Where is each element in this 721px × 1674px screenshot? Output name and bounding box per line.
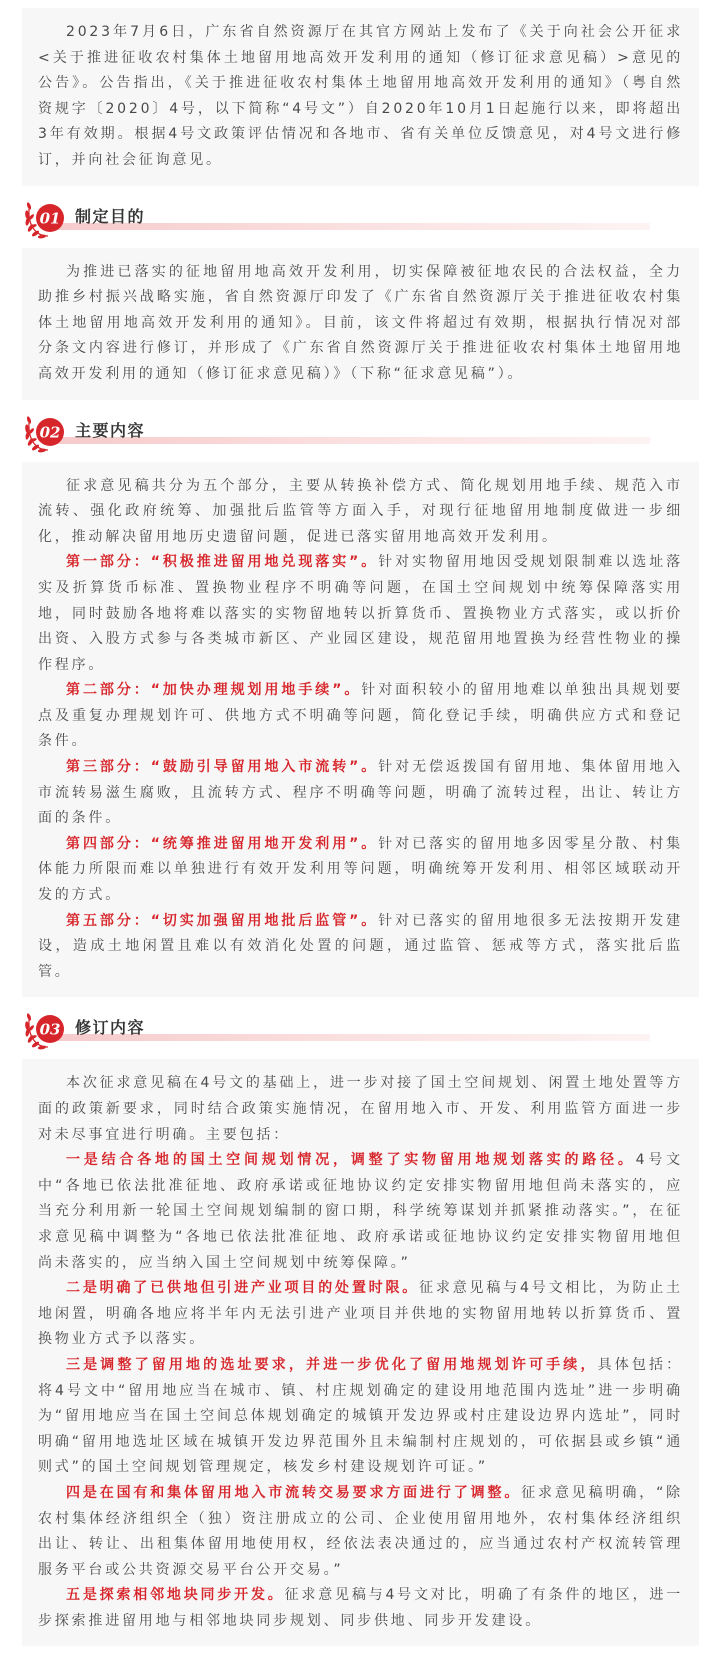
section-02-box [22,462,699,998]
intro-paragraph: 2023年7月6日，广东省自然资源厅在其官方网站上发布了《关于向社会公开征求<关于推进征收农村集体土地留用地高效开发利用的通知（修订征求意见稿）>意见的公告》。公告指出，《关于推进征收农村集体土地留用地高效开发利用的通知》（粤自然资规字〔2020〕4号，以下简称“4号文”）自2020年10月1日起施行以来，即将超出3年有效期。根据4号文政策评估情况和各地市、省有关单位反馈意见，对4号文进行修订，并向社会征询意见。 [38,24,683,168]
section-header-03 [22,997,699,1059]
paragraph-body: 4号文中“各地已依法批准征地、政府承诺或征地协议约定安排实物留用地但尚未落实的，应当充分利用新一轮国土空间规划编制的窗口期，科学统筹谋划并抓紧推动落实。”，在征求意见稿中调整为“各地已依法批准征地、政府承诺或征地协议约定安排实物留用地但尚未落实的，应当纳入国土空间规划中统筹保障。” [38,1152,683,1271]
paragraph: 为推进已落实的征地留用地高效开发利用，切实保障被征地农民的合法权益，全力助推乡村振兴战略实施，省自然资源厅印发了《广东省自然资源厅关于推进征收农村集体土地留用地高效开发利用的通知》。目前，该文件将超过有效期，根据执行情况对部分条文内容进行修订，并形成了《广东省自然资源厅关于推进征收农村集体土地留用地高效开发利用的通知（修订征求意见稿）》（下称“征求意见稿”）。 [38,263,683,382]
paragraph [38,1276,683,1353]
paragraph-body: 针对面积较小的留用地难以单独出具规划要点及重复办理规划许可、供地方式不明确等问题，简化登记手续，明确供应方式和登记条件。 [38,682,683,750]
paragraph [38,678,683,755]
paragraph-lead: 一是结合各地的国土空间规划情况，调整了实物留用地规划落实的路径。 [66,1152,636,1169]
paragraph-lead: 第一部分：“积极推进留用地兑现落实”。 [66,554,379,571]
paragraph-lead: 第五部分：“切实加强留用地批后监管”。 [66,912,379,929]
paragraph-body: 征求意见稿与4号文对比，明确了有条件的地区，进一步探索推进留用地与相邻地块同步规划、同步供地、同步开发建设。 [38,1587,683,1629]
paragraph: 征求意见稿共分为五个部分，主要从转换补偿方式、简化规划用地手续、规范入市流转、强化政府统筹、加强批后监管等方面入手，对现行征地留用地制度做进一步细化，推动解决留用地历史遗留问题，促进已落实留用地高效开发利用。 [38,477,683,545]
paragraph-lead: 第三部分：“鼓励引导留用地入市流转”。 [66,759,379,776]
paragraph [38,909,683,986]
section-number: 03 [39,1020,61,1039]
paragraph [38,1353,683,1481]
paragraph-body: 征求意见稿明确，“除农村集体经济组织全（独）资注册成立的公司、企业使用留用地外，农村集体经济组织出让、转让、出租集体留用地使用权，经依法表决通过的，应当通过农村产权流转管理服务平台或公共资源交易平台公开交易。” [38,1484,683,1578]
paragraph [38,1481,683,1583]
section-title: 主要内容 [75,420,146,440]
paragraph-body: 针对实物留用地因受规划限制难以选址落实及折算货币标准、置换物业程序不明确等问题，在国土空间规划中统筹保障落实用地，同时鼓励各地将难以落实的实物留地转以折算货币、置换物业方式落实，或以折价出资、入股方式参与各类城市新区、产业园区建设，规范留用地置换为经营性物业的操作程序。 [38,554,683,673]
paragraph [38,755,683,832]
section-title: 修订内容 [75,1018,146,1038]
paragraph-body: 征求意见稿与4号文相比，为防止土地闲置，明确各地应将半年内无法引进产业项目并供地的实物留用地转以折算货币、置换物业方式予以落实。 [38,1280,683,1348]
paragraph-body: 针对无偿返拨国有留用地、集体留用地入市流转易滋生腐败，且流转方式、程序不明确等问题，明确了流转过程，出让、转让方面的条件。 [38,759,683,827]
intro-box [22,8,699,186]
paragraph: 本次征求意见稿在4号文的基础上，进一步对接了国土空间规划、闲置土地处置等方面的政策新要求，同时结合政策实施情况，在留用地入市、开发、利用监管方面进一步对未尽事宜进行明确。主要包括： [38,1075,683,1143]
paragraph [38,1583,683,1634]
paragraph-body: 针对已落实的留用地很多无法按期开发建设，造成土地闲置且难以有效消化处置的问题，通过监管、惩戒等方式，落实批后监管。 [38,912,683,980]
paragraph [38,550,683,678]
section-number: 02 [39,423,61,442]
paragraph-lead: 五是探索相邻地块同步开发。 [66,1587,285,1604]
section-header-02 [22,400,699,462]
paragraph-lead: 第二部分：“加快办理规划用地手续”。 [66,682,362,699]
paragraph-body: 针对已落实的留用地多因零星分散、村集体能力所限而难以单独进行有效开发利用等问题，明确统筹开发利用、相邻区域联动开发的方式。 [38,835,683,904]
paragraph [38,832,683,909]
section-01-box [22,248,699,400]
paragraph-lead: 第四部分：“统筹推进留用地开发利用”。 [66,835,379,852]
laurel-badge-icon [16,196,78,240]
paragraph-lead: 三是调整了留用地的选址要求，并进一步优化了留用地规划许可手续， [66,1356,598,1373]
paragraph [38,1148,683,1276]
paragraph-lead: 二是明确了已供地但引进产业项目的处置时限。 [66,1280,420,1297]
laurel-badge-icon [16,410,78,454]
section-03-box [22,1059,699,1646]
paragraph-body: 具体包括：将4号文中“留用地应当在城市、镇、村庄规划确定的建设用地范围内选址”进一步明确为“留用地应当在国土空间总体规划确定的城镇开发边界或村庄建设边界内选址”，同时明确“留用地选址区域在城镇开发边界范围外且未编制村庄规划的，可依据县或乡镇“通则式”的国土空间规划管理规定，核发乡村建设规划许可证。” [38,1356,684,1476]
section-header-01 [22,186,699,248]
section-title: 制定目的 [75,206,146,226]
laurel-badge-icon [16,1007,78,1051]
paragraph-lead: 四是在国有和集体留用地入市流转交易要求方面进行了调整。 [66,1484,522,1501]
section-number: 01 [39,209,61,228]
